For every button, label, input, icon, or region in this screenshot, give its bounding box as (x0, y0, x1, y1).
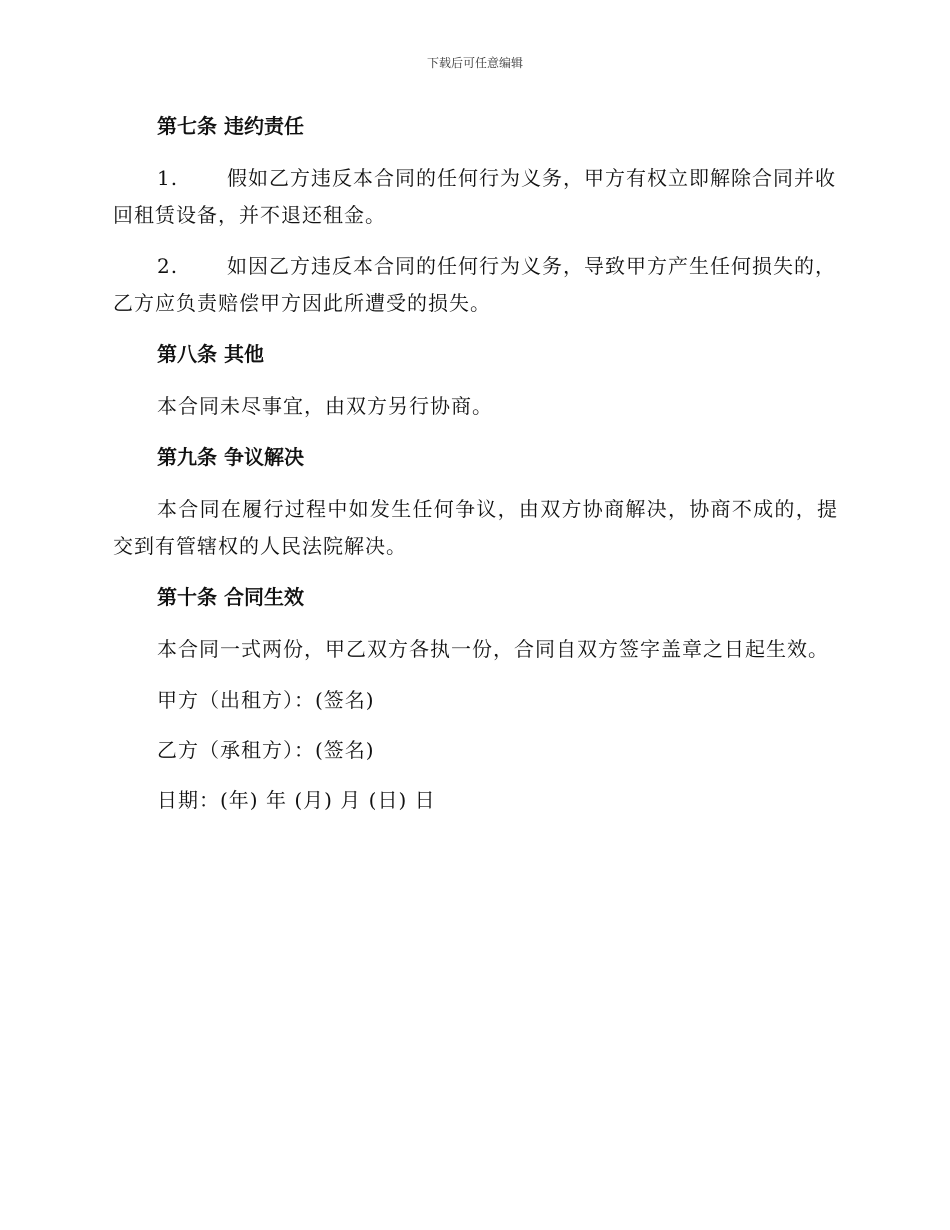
item-text: 如因乙方违反本合同的任何行为义务，导致甲方产生任何损失的，乙方应负责赔偿甲方因此所遭受的损失。 (113, 254, 836, 315)
section-8-text: 本合同未尽事宜，由双方另行协商。 (157, 394, 493, 418)
section-7-item-2 (113, 248, 838, 322)
section-9-text: 本合同在履行过程中如发生任何争议，由双方协商解决，协商不成的，提交到有管辖权的人民法院解决。 (113, 497, 838, 558)
section-7-title: 第七条 违约责任 (157, 114, 304, 138)
section-7-item-1 (113, 160, 838, 234)
section-10-title: 第十条 合同生效 (157, 585, 304, 609)
section-10-text: 本合同一式两份，甲乙双方各执一份，合同自双方签字盖章之日起生效。 (157, 637, 829, 661)
document-body (113, 108, 838, 832)
page-header: 下载后可任意编辑 (426, 56, 523, 70)
item-number: 2. (157, 254, 179, 278)
item-number: 1. (157, 166, 179, 190)
section-8-title: 第八条 其他 (157, 342, 264, 366)
signing-date: 日期：(年) 年 (月) 月 (日) 日 (157, 788, 436, 812)
party-b-signature: 乙方（承租方）：(签名) (157, 738, 375, 762)
item-text: 假如乙方违反本合同的任何行为义务，甲方有权立即解除合同并收回租赁设备，并不退还租金。 (113, 166, 836, 227)
party-a-signature: 甲方（出租方）：(签名) (157, 688, 375, 712)
section-9-title: 第九条 争议解决 (157, 445, 304, 469)
